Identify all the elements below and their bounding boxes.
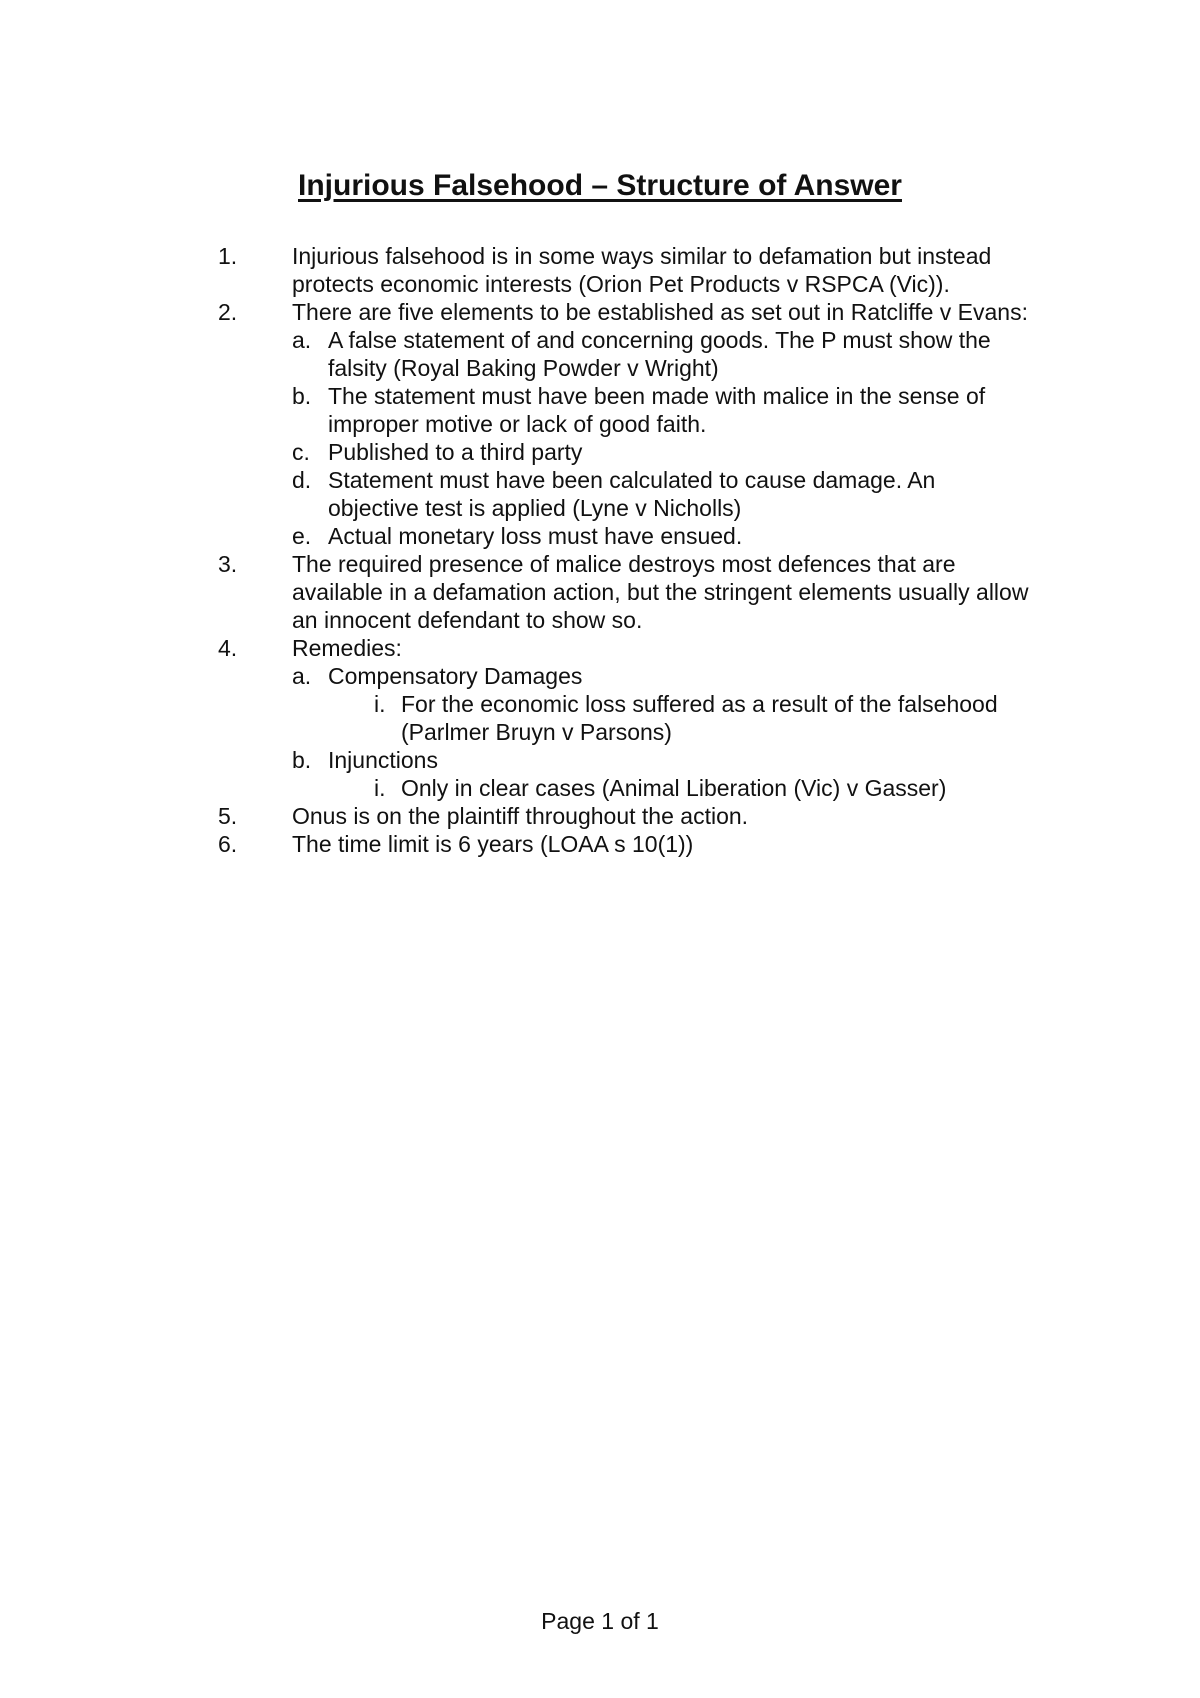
sub-sub-item-numeral: i. [374, 775, 386, 801]
page-footer: Page 1 of 1 [541, 1608, 659, 1634]
sub-item-text: A false statement of and concerning goods. The P must show the falsity (Royal Baking Powder v Wright) [328, 327, 991, 381]
sub-sub-item [0, 690, 1200, 746]
sub-item-letter: a. [292, 663, 312, 689]
sub-item [0, 326, 1200, 382]
sub-item-text: Statement must have been calculated to cause damage. An objective test is applied (Lyne v Nicholls) [328, 467, 936, 521]
item-text: Remedies: [292, 635, 402, 661]
page-title: Injurious Falsehood – Structure of Answer [298, 169, 902, 202]
sub-sub-item [0, 774, 1200, 802]
sub-item-letter: a. [292, 327, 312, 353]
sub-item [0, 662, 1200, 690]
sub-item [0, 466, 1200, 522]
sub-item-letter: b. [292, 383, 312, 409]
answer-structure-list [0, 242, 1200, 858]
sub-item [0, 382, 1200, 438]
item-text: The time limit is 6 years (LOAA s 10(1)) [292, 831, 694, 857]
item-text: Injurious falsehood is in some ways similar to defamation but instead protects economic interests (Orion Pet Products v RSPCA (Vic)). [292, 243, 992, 297]
sub-sub-item-text: Only in clear cases (Animal Liberation (Vic) v Gasser) [401, 775, 947, 801]
item-number: 1. [218, 243, 238, 269]
sub-item-letter: c. [292, 439, 310, 465]
item-number: 3. [218, 551, 238, 577]
sub-sub-item-text: For the economic loss suffered as a result of the falsehood (Parlmer Bruyn v Parsons) [401, 691, 998, 745]
item-number: 4. [218, 635, 238, 661]
sub-sub-item-numeral: i. [374, 691, 386, 717]
list-item [0, 634, 1200, 662]
list-item [0, 242, 1200, 298]
item-text: Onus is on the plaintiff throughout the action. [292, 803, 749, 829]
sub-item [0, 438, 1200, 466]
sub-item-text: Actual monetary loss must have ensued. [328, 523, 743, 549]
item-text: There are five elements to be established as set out in Ratcliffe v Evans: [292, 299, 1028, 325]
item-number: 2. [218, 299, 238, 325]
item-number: 6. [218, 831, 238, 857]
list-item [0, 550, 1200, 634]
sub-item-letter: e. [292, 523, 312, 549]
sub-item-text: Compensatory Damages [328, 663, 583, 689]
sub-item [0, 522, 1200, 550]
list-item [0, 802, 1200, 830]
sub-item-text: Published to a third party [328, 439, 583, 465]
sub-item [0, 746, 1200, 774]
list-item [0, 830, 1200, 858]
sub-item-text: Injunctions [328, 747, 438, 773]
item-text: The required presence of malice destroys most defences that are available in a defamation action, but the stringent elements usually allow an innocent defendant to show so. [292, 551, 1029, 633]
sub-item-text: The statement must have been made with malice in the sense of improper motive or lack of good faith. [328, 383, 986, 437]
list-item [0, 298, 1200, 326]
sub-item-letter: d. [292, 467, 312, 493]
item-number: 5. [218, 803, 238, 829]
sub-item-letter: b. [292, 747, 312, 773]
